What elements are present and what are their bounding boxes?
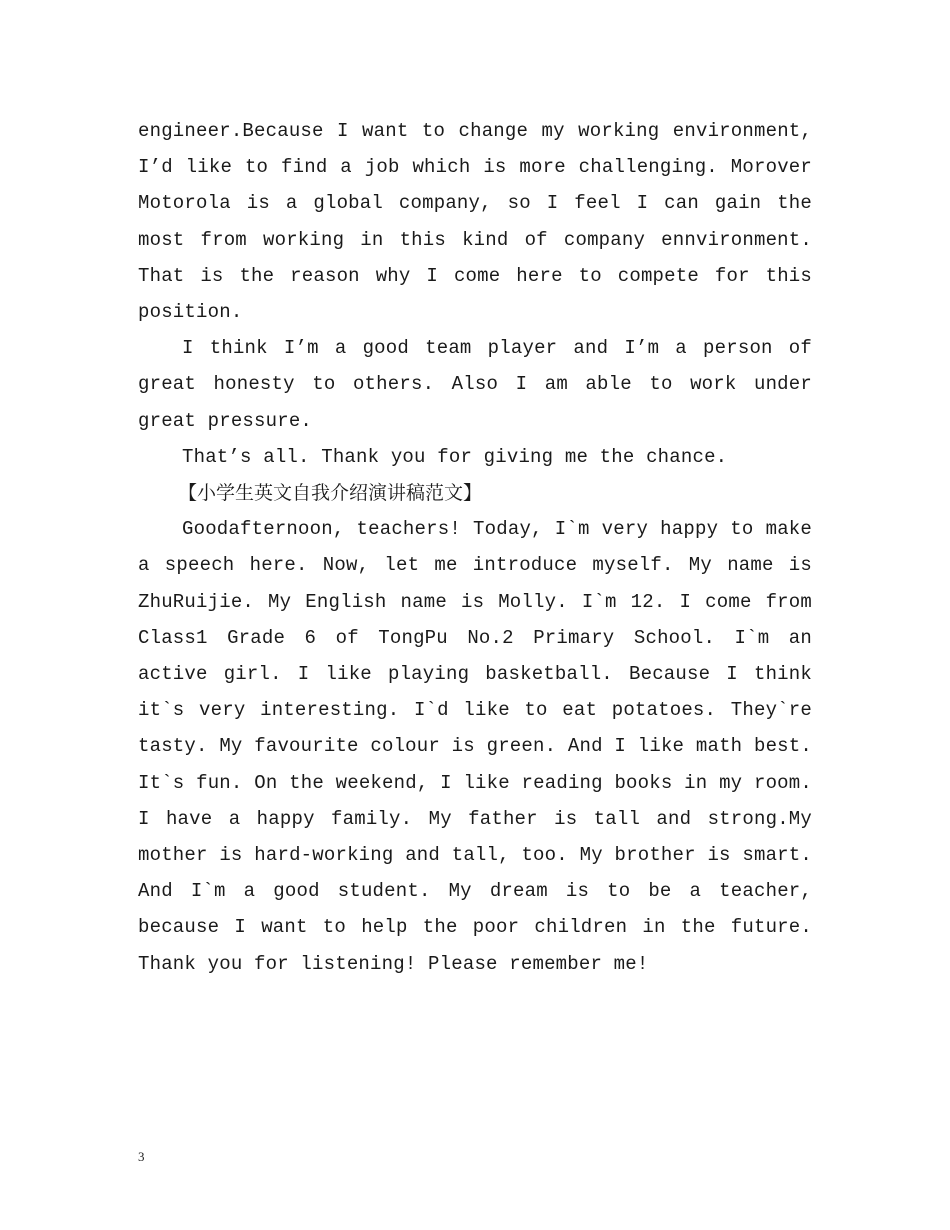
paragraph-job-motivation: engineer.Because I want to change my working environment, I’d like to find a job which is more challenging. Morover Motorola is a global company, so I feel I can gain the most from working in this kind of company ennvironment. That is the reason why I come here to compete for this position. (138, 120, 812, 324)
paragraph-student-speech: Goodafternoon, teachers! Today, I`m very happy to make a speech here. Now, let me introduce myself. My name is ZhuRuijie. My English name is Molly. I`m 12. I come from Class1 Grade 6 of TongPu No.2 Primary School. I`m an active girl. I like playing basketball. Because I think it`s very interesting. I`d like to eat potatoes. They`re tasty. My favourite colour is green. And I like math best. It`s fun. On the weekend, I like reading books in my room. I have a happy family. My father is tall and strong.My mother is hard-working and tall, too. My brother is smart. And I`m a good student. My dream is to be a teacher, because I want to help the poor children in the future. Thank you for listening! Please remember me! (138, 518, 812, 975)
page-number: 3 (138, 1149, 145, 1164)
paragraph-closing: That’s all. Thank you for giving me the chance. (182, 445, 728, 468)
paragraph-team-player: I think I’m a good team player and I’m a person of great honesty to others. Also I am able to work under great pressure. (138, 337, 812, 432)
document-body (138, 113, 812, 982)
section-heading: 【小学生英文自我介绍演讲稿范文】 (178, 482, 483, 505)
